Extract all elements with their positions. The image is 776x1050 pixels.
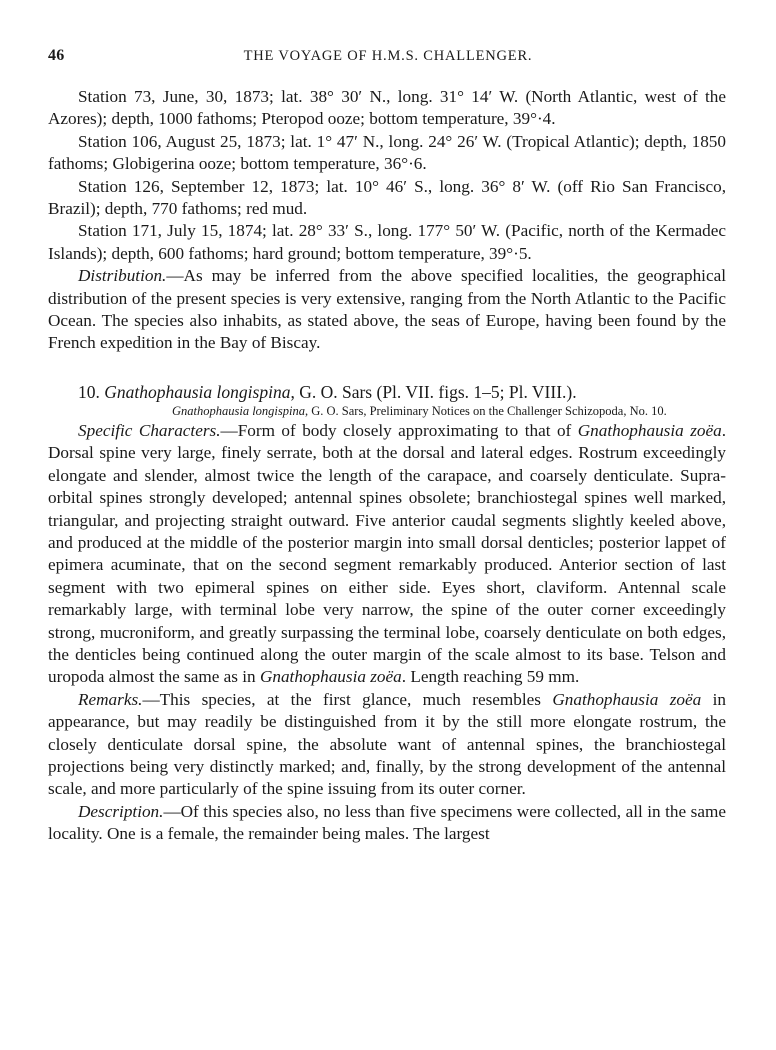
specific-characters-paragraph bbox=[48, 420, 726, 689]
running-title: THE VOYAGE OF H.M.S. CHALLENGER. bbox=[243, 48, 533, 64]
genus-name: Gnathophausia zoëa bbox=[577, 420, 722, 440]
remarks-label: Remarks. bbox=[78, 689, 143, 709]
description-label: Description. bbox=[78, 801, 164, 821]
station-paragraph: Station 106, August 25, 1873; lat. 1° 47′ N., long. 24° 26′ W. (Tropical Atlantic); depth, 1850 fathoms; Globigerina ooze; bottom temperature, 36°·6. bbox=[48, 131, 726, 174]
genus-name: Gnathophausia zoëa bbox=[552, 689, 702, 709]
species-name: Gnathophausia longispina bbox=[104, 381, 291, 402]
species-heading bbox=[48, 381, 726, 403]
synonymy-name: Gnathophausia longispina bbox=[172, 403, 305, 418]
distribution-label: Distribution. bbox=[78, 266, 167, 286]
page-number: 46 bbox=[48, 47, 65, 64]
remarks-text: in appearance, but may readily be distinguished from it by the still more elongate rostrum, the closely denticulate dorsal spine, the absolute want of antennal spines, the branchiostegal projections being very distinctly marked; and, finally, by the strong development of the antennal scale, and more particularly of the spine issuing from its outer corner. bbox=[48, 689, 726, 799]
genus-name: Gnathophausia zoëa bbox=[259, 667, 402, 687]
species-number: 10. bbox=[78, 381, 100, 402]
specific-characters-label: Specific Characters. bbox=[78, 420, 221, 440]
synonymy-text: , G. O. Sars, Preliminary Notices on the Challenger Schizopoda, No. 10. bbox=[305, 403, 667, 418]
description-text: —Of this species also, no less than five specimens were collected, all in the same locality. One is a female, the remainder being males. The largest bbox=[48, 801, 726, 844]
station-paragraph: Station 126, September 12, 1873; lat. 10° 46′ S., long. 36° 8′ W. (off Rio San Francisco, Brazil); depth, 770 fathoms; red mud. bbox=[48, 176, 726, 219]
species-authority: , G. O. Sars (Pl. VII. figs. 1–5; Pl. VIII.). bbox=[290, 381, 577, 402]
synonymy-reference bbox=[48, 403, 726, 420]
station-paragraph: Station 171, July 15, 1874; lat. 28° 33′ S., long. 177° 50′ W. (Pacific, north of the Kermadec Islands); depth, 600 fathoms; hard ground; bottom temperature, 39°·5. bbox=[48, 221, 726, 263]
specific-characters-text: . Length reaching 59 mm. bbox=[401, 667, 580, 687]
distribution-text: —As may be inferred from the above specified localities, the geographical distribution of the present species is very extensive, ranging from the North Atlantic to the Pacific Ocean. The species also inhabits, as stated above, the seas of Europe, having been found by the French expedition in the Bay of Biscay. bbox=[48, 266, 726, 353]
running-head bbox=[48, 47, 728, 69]
specific-characters-text: —Form of body closely approximating to that of bbox=[220, 420, 578, 440]
distribution-paragraph bbox=[48, 265, 726, 355]
remarks-text: —This species, at the first glance, much resembles bbox=[142, 689, 553, 709]
station-paragraph: Station 73, June, 30, 1873; lat. 38° 30′ N., long. 31° 14′ W. (North Atlantic, west of the Azores); depth, 1000 fathoms; Pteropod ooze; bottom temperature, 39°·4. bbox=[48, 87, 726, 129]
remarks-paragraph bbox=[48, 689, 726, 801]
page-body bbox=[48, 86, 726, 846]
description-paragraph bbox=[48, 801, 726, 846]
specific-characters-text: . Dorsal spine very large, finely serrate, both at the dorsal and lateral edges. Rostrum exceedingly elongate and slender, almost twice the length of the carapace, and coarsely denticulate. Supra-orbital spines strongly developed; antennal spines obsolete; branchiostegal spines well marked, triangular, and projecting straight outward. Five anterior caudal segments slightly keeled above, and produced at the middle of the posterior margin into small dorsal denticles; posterior lappet of epimera acuminate, that on the second segment remarkably produced. Anterior section of last segment with two epimeral spines on either side. Eyes short, claviform. Antennal scale remarkably large, with terminal lobe very narrow, the spine of the outer corner exceedingly strong, mucroniform, and greatly surpassing the terminal lobe, coarsely denticulate on both edges, the denticles being continued along the outer margin of the scale almost to its base. Telson and uropoda almost the same as in bbox=[48, 420, 726, 687]
section-gap bbox=[48, 355, 726, 381]
